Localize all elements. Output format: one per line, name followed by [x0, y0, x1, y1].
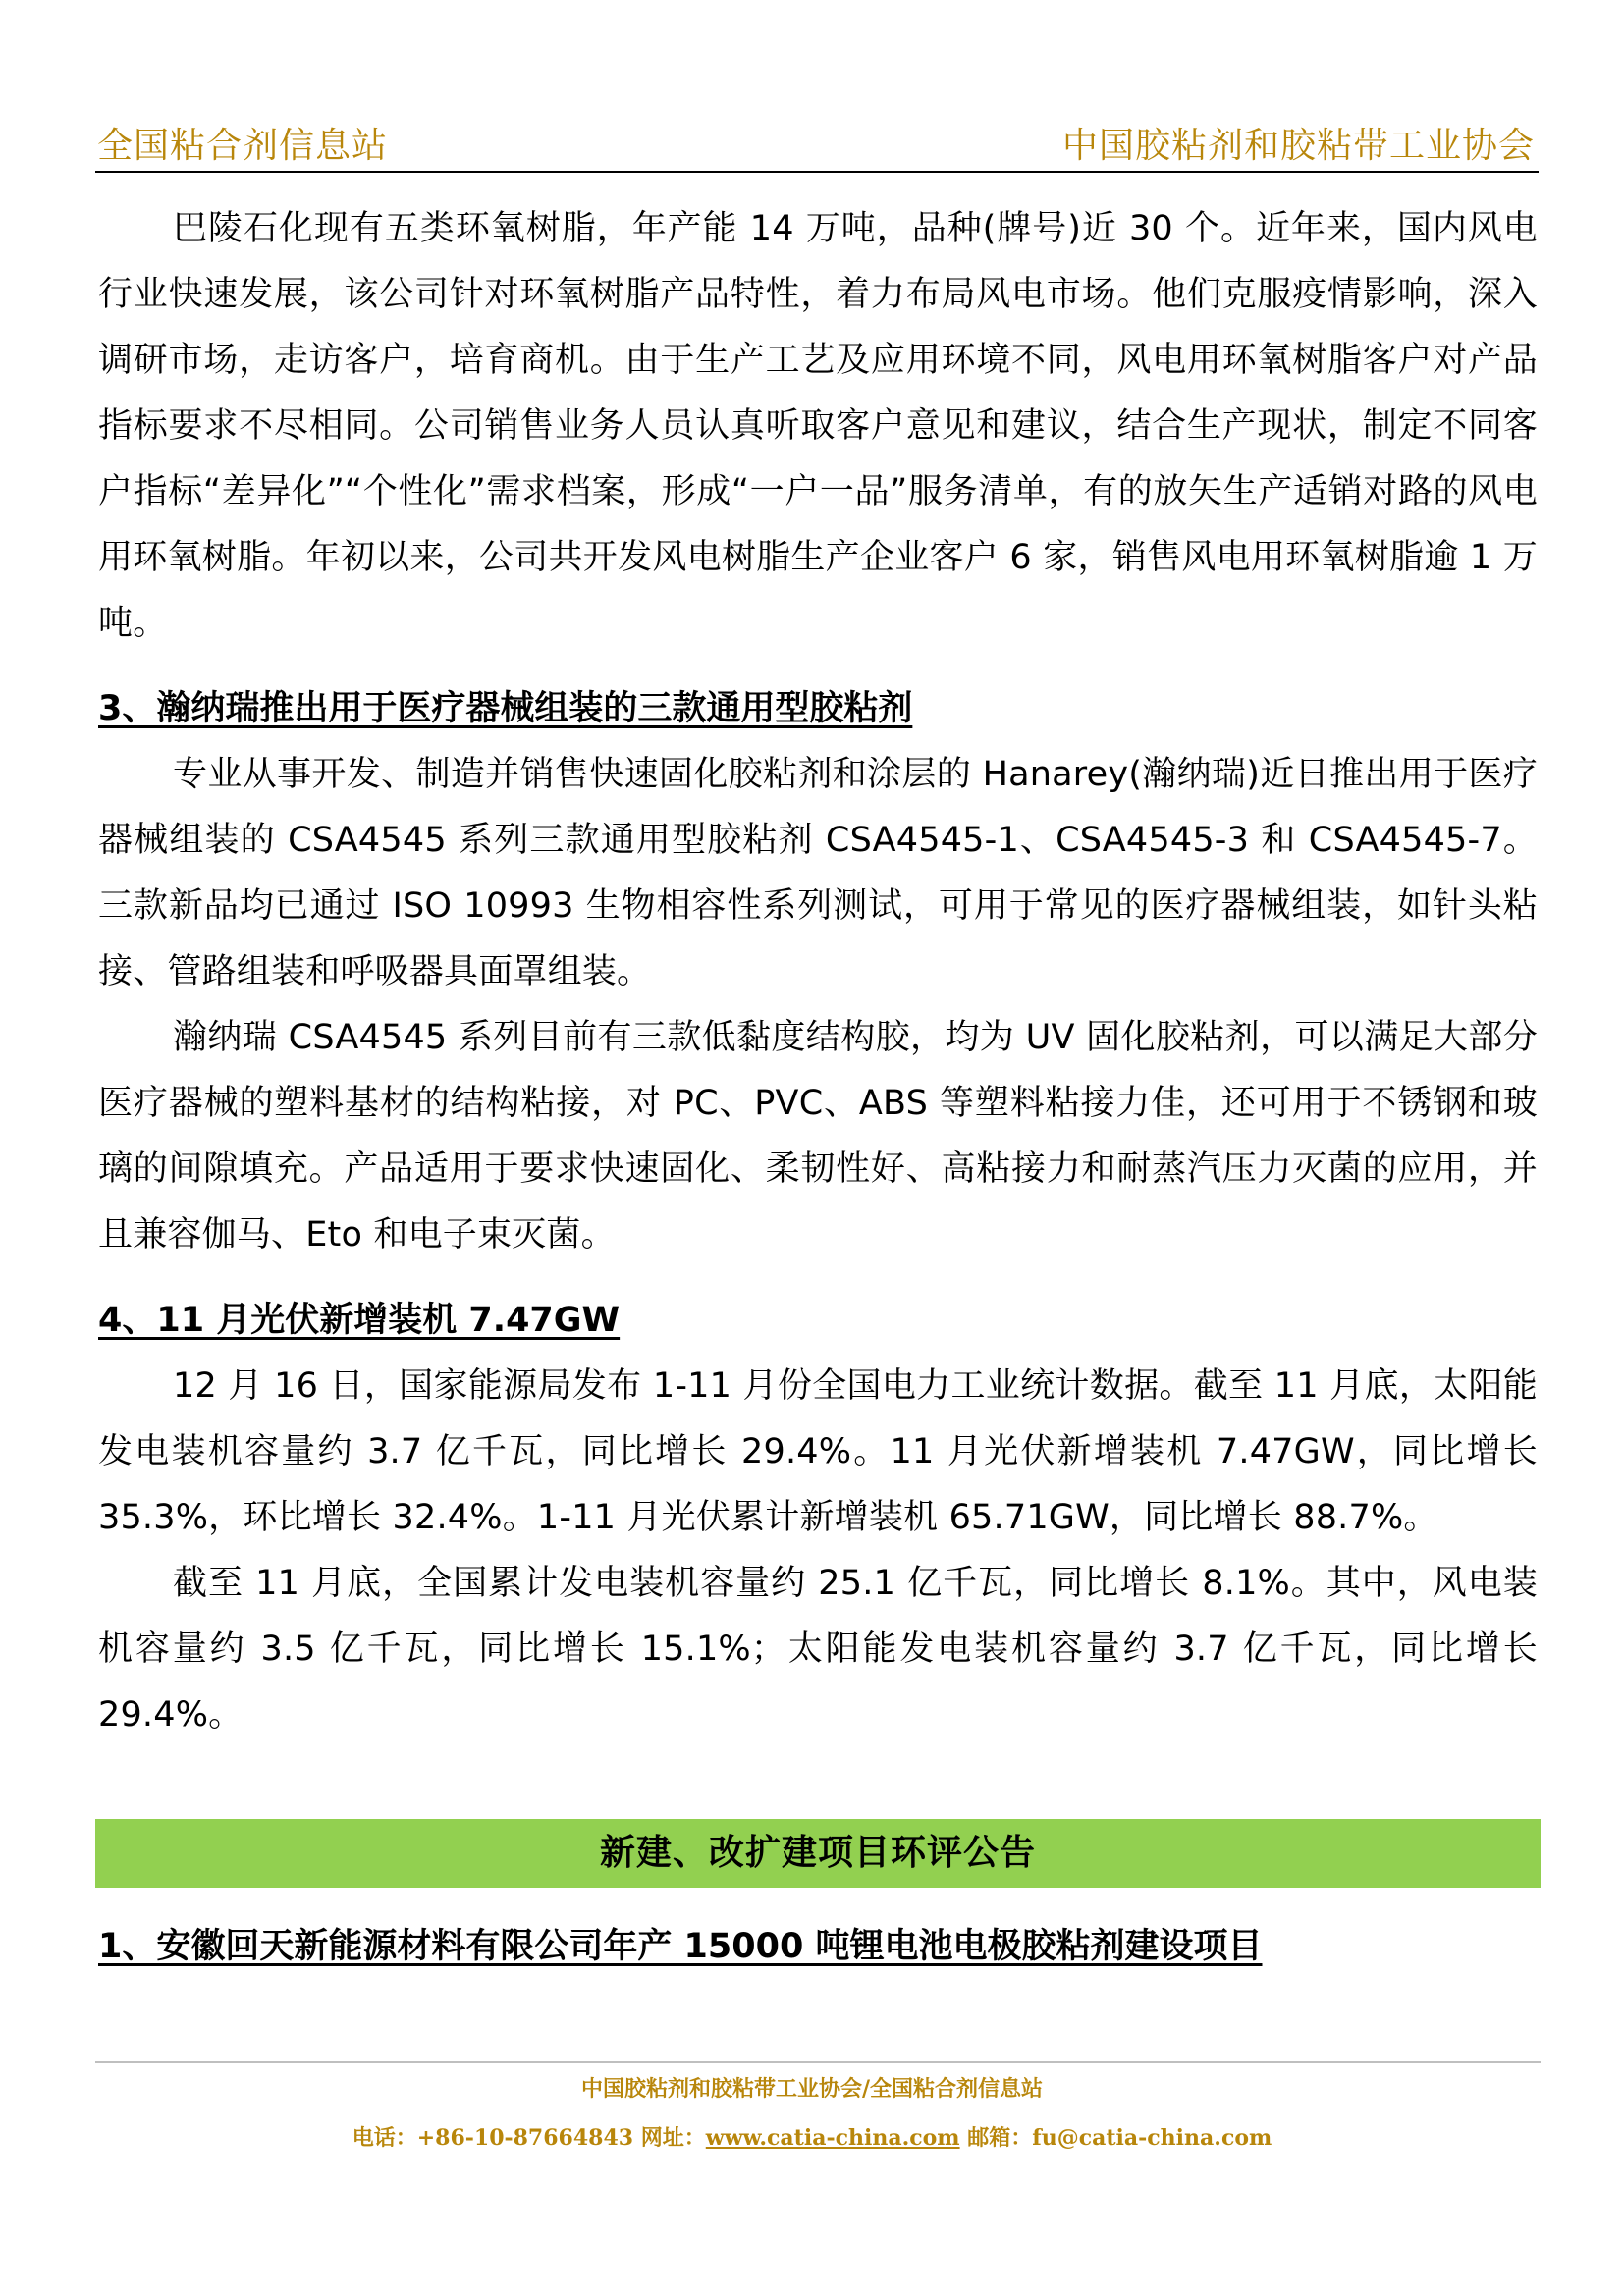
intro-paragraph: 巴陵石化现有五类环氧树脂，年产能 14 万吨，品种(牌号)近 30 个。近年来，国内风电行业快速发展，该公司针对环氧树脂产品特性，着力布局风电市场。他们克服疫情影响，深入调研市场，走访客户，培育商机。由于生产工艺及应用环境不同，风电用环氧树脂客户对产品指标要求不尽相同。公司销售业务人员认真听取客户意见和建议，结合生产现状，制定不同客户指标“差异化”“个性化”需求档案，形成“一户一品”服务清单，有的放矢生产适销对路的风电用环氧树脂。年初以来，公司共开发风电树脂生产企业客户 6 家，销售风电用环氧树脂逾 1 万吨。 — [98, 209, 1538, 643]
footer-divider — [95, 2061, 1541, 2063]
footer-contact — [0, 2118, 1624, 2158]
footer-email[interactable]: fu@catia-china.com — [1032, 2125, 1272, 2151]
footer-phone-label: 电话： — [352, 2125, 417, 2151]
section-3-heading: 3、瀚纳瑞推出用于医疗器械组装的三款通用型胶粘剂 — [98, 689, 913, 728]
section-3-paragraph-1: 专业从事开发、制造并销售快速固化胶粘剂和涂层的 Hanarey(瀚纳瑞)近日推出用于医疗器械组装的 CSA4545 系列三款通用型胶粘剂 CSA4545-1、CSA4545-3 和 CSA4545-7。三款新品均已通过 ISO 10993 生物相容性系列测试，可用于常见的医疗器械组装，如针头粘接、管路组装和呼吸器具面罩组装。 — [98, 755, 1538, 991]
footer-website-label: 网址： — [633, 2125, 706, 2151]
section-4-paragraph-2: 截至 11 月底，全国累计发电装机容量约 25.1 亿千瓦，同比增长 8.1%。其中，风电装机容量约 3.5 亿千瓦，同比增长 15.1%；太阳能发电装机容量约 3.7 亿千瓦，同比增长 29.4%。 — [98, 1564, 1538, 1735]
section-4-heading: 4、11 月光伏新增装机 7.47GW — [98, 1301, 621, 1340]
footer-email-label: 邮箱： — [959, 2125, 1033, 2151]
header-site-name: 全国粘合剂信息站 — [97, 126, 389, 166]
footer-phone: +86-10-87664843 — [416, 2125, 634, 2151]
section-3-paragraph-2: 瀚纳瑞 CSA4545 系列目前有三款低黏度结构胶，均为 UV 固化胶粘剂，可以满足大部分医疗器械的塑料基材的结构粘接，对 PC、PVC、ABS 等塑料粘接力佳，还可用于不锈钢和玻璃的间隙填充。产品适用于要求快速固化、柔韧性好、高粘接力和耐蒸汽压力灭菌的应用，并且兼容伽马、Eto 和电子束灭菌。 — [98, 1018, 1538, 1255]
project-list — [98, 1914, 1538, 1980]
project-1-heading: 1、安徽回天新能源材料有限公司年产 15000 吨锂电池电极胶粘剂建设项目 — [98, 1927, 1263, 1966]
article-body — [98, 196, 1538, 1748]
footer-website-link[interactable]: www.catia-china.com — [705, 2125, 960, 2151]
section-4-paragraph-1: 12 月 16 日，国家能源局发布 1-11 月份全国电力工业统计数据。截至 11 月底，太阳能发电装机容量约 3.7 亿千瓦，同比增长 29.4%。11 月光伏新增装机 7.47GW，同比增长 35.3%，环比增长 32.4%。1-11 月光伏累计新增装机 65.71GW，同比增长 88.7%。 — [98, 1366, 1538, 1537]
header-association-name: 中国胶粘剂和胶粘带工业协会 — [1061, 126, 1535, 166]
page-header — [95, 116, 1539, 173]
footer-organization: 中国胶粘剂和胶粘带工业协会/全国粘合剂信息站 — [580, 2076, 1044, 2102]
section-banner: 新建、改扩建项目环评公告 — [95, 1819, 1541, 1888]
